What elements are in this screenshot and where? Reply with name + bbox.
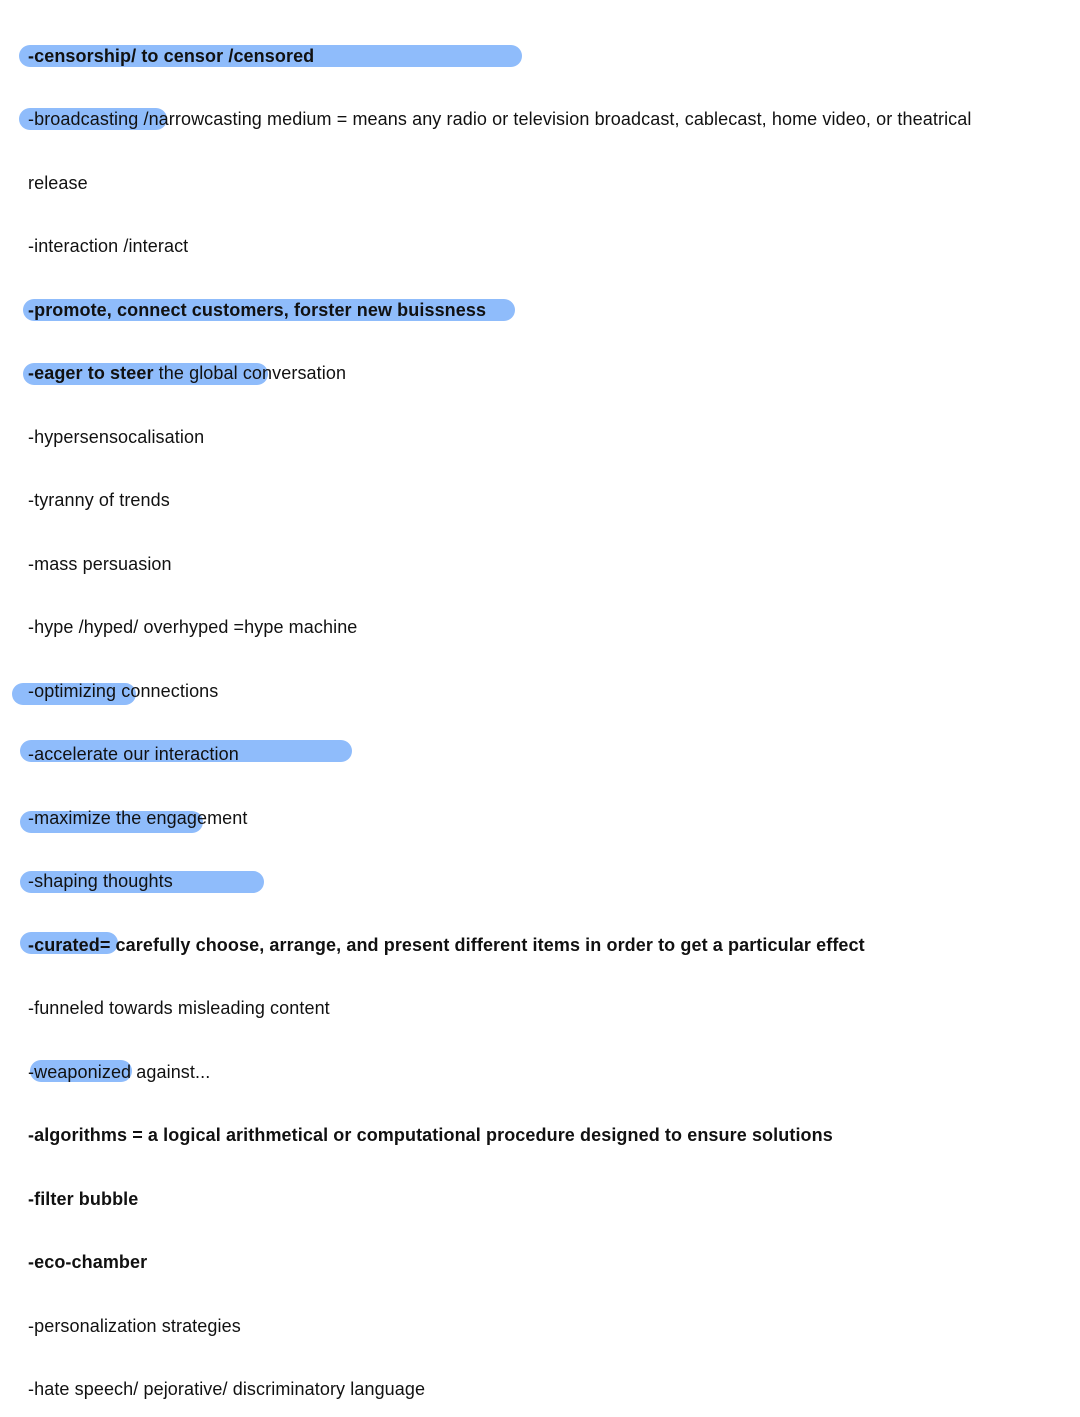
vocab-term: -personalization strategies — [28, 1316, 241, 1336]
vocab-term: -accelerate our interaction — [28, 744, 239, 764]
vocab-definition: carefully choose, arrange, and present different items in order to get a particular effect — [110, 935, 865, 955]
vocab-term-rest: the global conversation — [153, 363, 347, 383]
vocab-term: -hypersensocalisation — [28, 427, 205, 447]
vocab-line-hype — [28, 612, 357, 642]
vocab-line-maximize — [28, 803, 248, 833]
vocab-term: release — [28, 173, 88, 193]
vocab-term: -shaping thoughts — [28, 871, 173, 891]
vocab-term: -curated= — [28, 935, 111, 955]
vocab-term: -eco-chamber — [28, 1252, 148, 1272]
vocab-term: -filter bubble — [28, 1189, 139, 1209]
vocab-term: -interaction /interact — [28, 236, 189, 256]
vocab-term: -broadcasting /narrowcasting medium = means any radio or television broadcast, cablecast, home video, or theatrical — [28, 109, 972, 129]
vocab-term: -algorithms = a logical arithmetical or computational procedure designed to ensure solutions — [28, 1125, 833, 1145]
vocab-line-hate-speech — [28, 1374, 425, 1404]
vocab-term: -funneled towards misleading content — [28, 998, 330, 1018]
vocab-line-interaction — [28, 231, 188, 261]
vocab-line-personalization — [28, 1311, 241, 1341]
vocab-line-funneled — [28, 993, 330, 1023]
vocab-term: -censorship/ to censor /censored — [28, 46, 315, 66]
vocab-term: -hate speech/ pejorative/ discriminatory language — [28, 1379, 426, 1399]
vocab-term: -weaponized against... — [28, 1062, 211, 1082]
vocab-line-weaponized — [28, 1057, 210, 1087]
vocab-line-shaping — [28, 866, 173, 896]
vocab-line-filter-bubble — [28, 1184, 138, 1214]
vocab-line-release — [28, 168, 88, 198]
vocab-term-bold: -eager to steer — [28, 363, 154, 383]
vocab-term: -hype /hyped/ overhyped =hype machine — [28, 617, 358, 637]
vocab-term: -maximize the engagement — [28, 808, 248, 828]
vocab-line-hypersensocalisation — [28, 422, 204, 452]
vocab-line-optimizing — [28, 676, 218, 706]
vocab-line-promote — [28, 295, 486, 325]
vocab-line-tyranny — [28, 485, 170, 515]
vocab-term: -promote, connect customers, forster new buissness — [28, 300, 487, 320]
vocab-line-broadcasting — [28, 104, 971, 134]
vocab-term: -optimizing connections — [28, 681, 219, 701]
vocab-term: -mass persuasion — [28, 554, 172, 574]
vocab-line-mass-persuasion — [28, 549, 172, 579]
vocab-line-algorithms — [28, 1120, 833, 1150]
vocab-line-eager — [28, 358, 346, 388]
vocab-line-accelerate — [28, 739, 239, 769]
vocab-line-curated — [28, 930, 865, 960]
vocab-line-censorship — [28, 41, 314, 71]
vocab-line-eco-chamber — [28, 1247, 147, 1277]
vocab-term: -tyranny of trends — [28, 490, 170, 510]
